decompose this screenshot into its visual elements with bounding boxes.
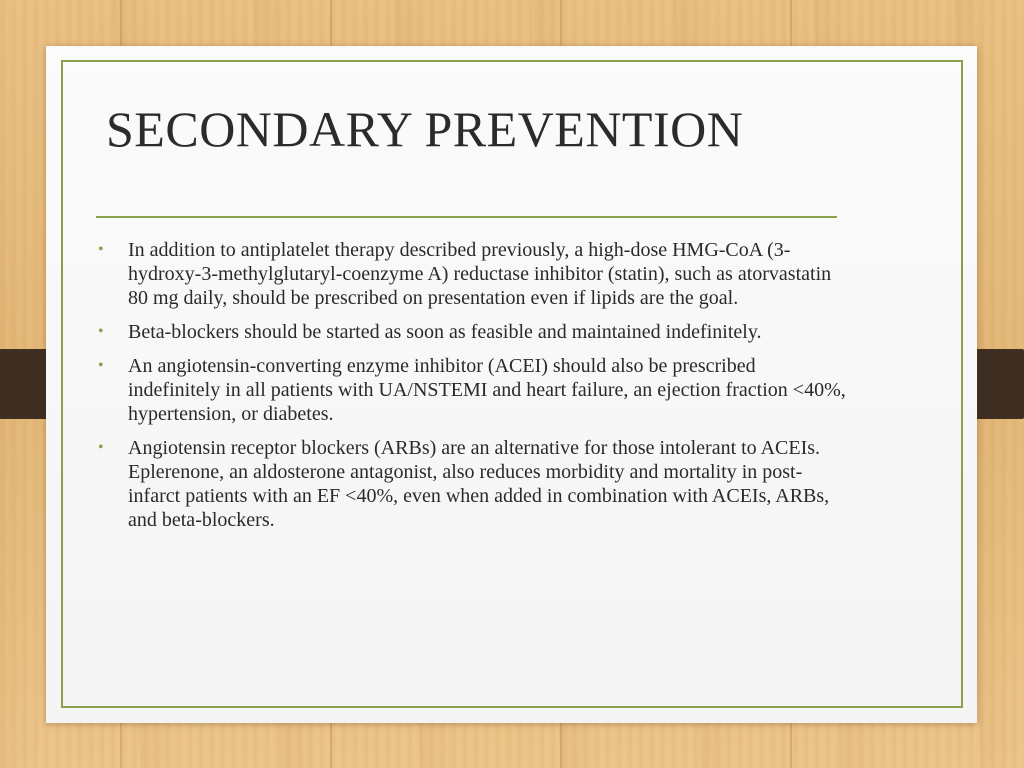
bullet-text: In addition to antiplatelet therapy described previously, a high-dose HMG-CoA (3-hydroxy-3-methylglutaryl-coenzyme A) reductase inhibitor (statin), such as atorvastatin 80 mg daily, should be prescribed on presentation even if lipids are the goal. xyxy=(128,239,832,309)
title-divider xyxy=(96,216,837,218)
bullet-icon: • xyxy=(98,439,104,456)
bullet-icon: • xyxy=(98,241,104,258)
bullet-text: Beta-blockers should be started as soon as feasible and maintained indefinitely. xyxy=(128,321,762,343)
slide-title: SECONDARY PREVENTION xyxy=(106,101,744,157)
bullet-text: An angiotensin-converting enzyme inhibitor (ACEI) should also be prescribed indefinitely in all patients with UA/NSTEMI and heart failure, an ejection fraction <40%, hypertension, or diabetes. xyxy=(128,355,846,425)
binder-tab-left xyxy=(0,349,46,419)
bullet-list xyxy=(96,238,846,542)
bullet-icon: • xyxy=(98,357,104,374)
bullet-item xyxy=(96,320,846,344)
bullet-item xyxy=(96,238,846,310)
bullet-text: Angiotensin receptor blockers (ARBs) are an alternative for those intolerant to ACEIs. Eplerenone, an aldosterone antagonist, also reduces morbidity and mortality in post-infarct patients with an EF <40%, even when added in combination with ACEIs, ARBs, and beta-blockers. xyxy=(128,437,830,531)
bullet-icon: • xyxy=(98,323,104,340)
bullet-item xyxy=(96,436,846,532)
bullet-item xyxy=(96,354,846,426)
